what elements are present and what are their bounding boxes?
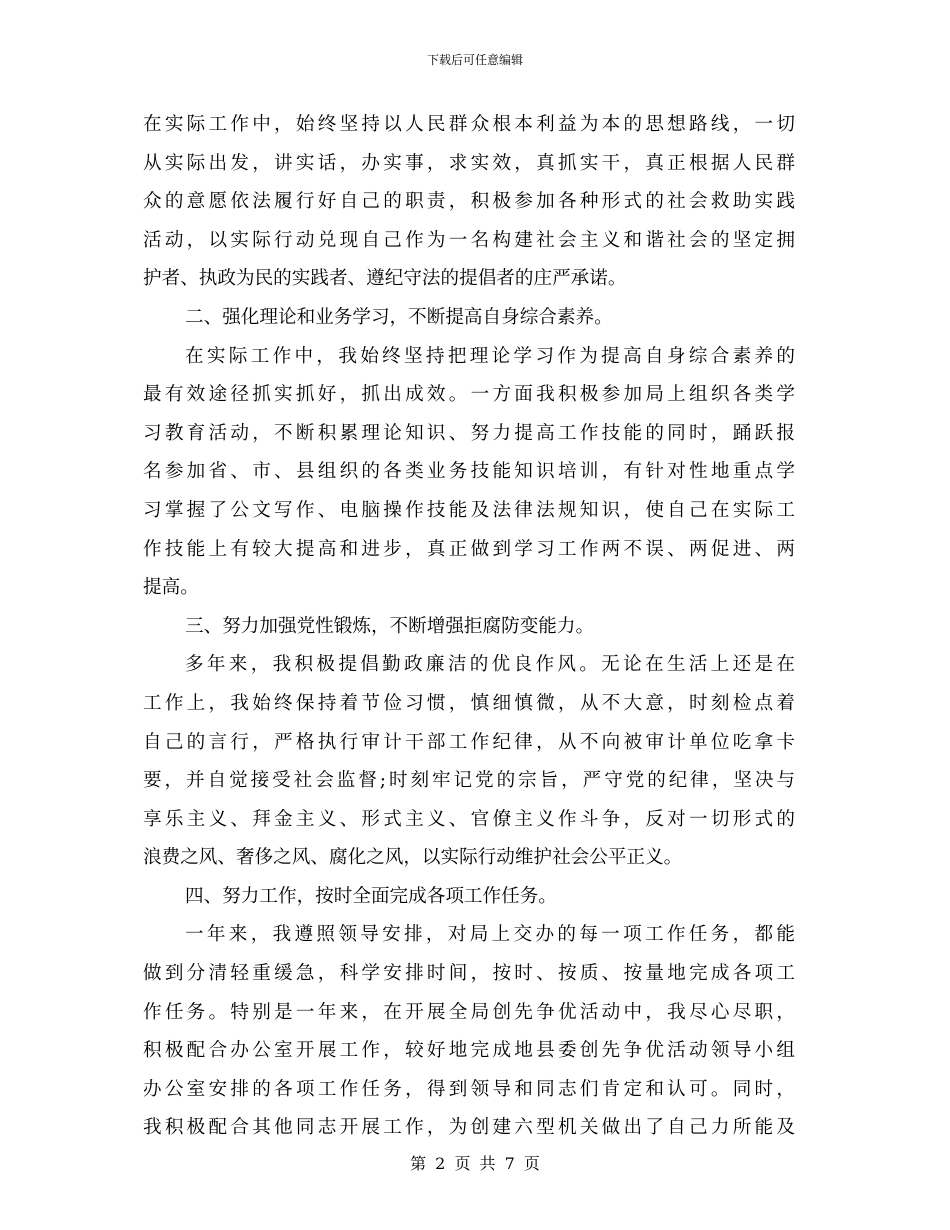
text-line: 要，并自觉接受社会监督;时刻牢记党的宗旨，严守党的纪律，坚决与 bbox=[143, 770, 795, 792]
text-line: 在实际工作中，我始终坚持把理论学习作为提高自身综合素养的 bbox=[185, 345, 795, 367]
text-line: 提高。 bbox=[143, 577, 199, 599]
text-line: 自己的言行，严格执行审计干部工作纪律，从不向被审计单位吃拿卡 bbox=[143, 731, 795, 753]
text-line: 在实际工作中，始终坚持以人民群众根本利益为本的思想路线，一切 bbox=[143, 114, 795, 135]
text-line: 浪费之风、奢侈之风、腐化之风，以实际行动维护社会公平正义。 bbox=[143, 847, 683, 869]
text-line: 活动，以实际行动兑现自己作为一名构建社会主义和谐社会的坚定拥 bbox=[143, 229, 795, 251]
text-line: 做到分清轻重缓急，科学安排时间，按时、按质、按量地完成各项工 bbox=[143, 963, 795, 985]
text-line: 作任务。特别是一年来，在开展全局创先争优活动中，我尽心尽职， bbox=[143, 1001, 795, 1023]
text-line: 护者、执政为民的实践者、遵纪守法的提倡者的庄严承诺。 bbox=[143, 268, 627, 290]
document-body bbox=[143, 106, 795, 1148]
page-footer-number: 第 2 页 共 7 页 bbox=[410, 1154, 540, 1173]
text-line: 工作上，我始终保持着节俭习惯，慎细慎微，从不大意，时刻检点着 bbox=[143, 692, 795, 714]
section-heading: 二、强化理论和业务学习，不断提高自身综合素养。 bbox=[185, 306, 613, 328]
text-line: 最有效途径抓实抓好，抓出成效。一方面我积极参加局上组织各类学 bbox=[143, 384, 795, 406]
text-line: 我积极配合其他同志开展工作，为创建六型机关做出了自己力所能及 bbox=[143, 1117, 795, 1139]
text-line: 多年来，我积极提倡勤政廉洁的优良作风。无论在生活上还是在 bbox=[185, 654, 795, 676]
text-line: 名参加省、市、县组织的各类业务技能知识培训，有针对性地重点学 bbox=[143, 461, 795, 483]
text-line: 办公室安排的各项工作任务，得到领导和同志们肯定和认可。同时， bbox=[143, 1078, 795, 1100]
text-line: 享乐主义、拜金主义、形式主义、官僚主义作斗争，反对一切形式的 bbox=[143, 808, 795, 830]
text-line: 从实际出发，讲实话，办实事，求实效，真抓实干，真正根据人民群 bbox=[143, 152, 795, 174]
text-line: 作技能上有较大提高和进步，真正做到学习工作两不误、两促进、两 bbox=[143, 538, 795, 560]
page-header-note: 下载后可任意编辑 bbox=[426, 53, 523, 67]
text-line: 众的意愿依法履行好自己的职责，积极参加各种形式的社会救助实践 bbox=[143, 191, 795, 213]
text-line: 积极配合办公室开展工作，较好地完成地县委创先争优活动领导小组 bbox=[143, 1040, 795, 1062]
text-line: 一年来，我遵照领导安排，对局上交办的每一项工作任务，都能 bbox=[185, 924, 795, 946]
section-heading: 四、努力工作，按时全面完成各项工作任务。 bbox=[185, 885, 557, 907]
section-heading: 三、努力加强党性锻炼，不断增强拒腐防变能力。 bbox=[185, 615, 595, 637]
text-line: 习掌握了公文写作、电脑操作技能及法律法规知识，使自己在实际工 bbox=[143, 499, 795, 521]
text-line: 习教育活动，不断积累理论知识、努力提高工作技能的同时，踊跃报 bbox=[143, 422, 795, 444]
